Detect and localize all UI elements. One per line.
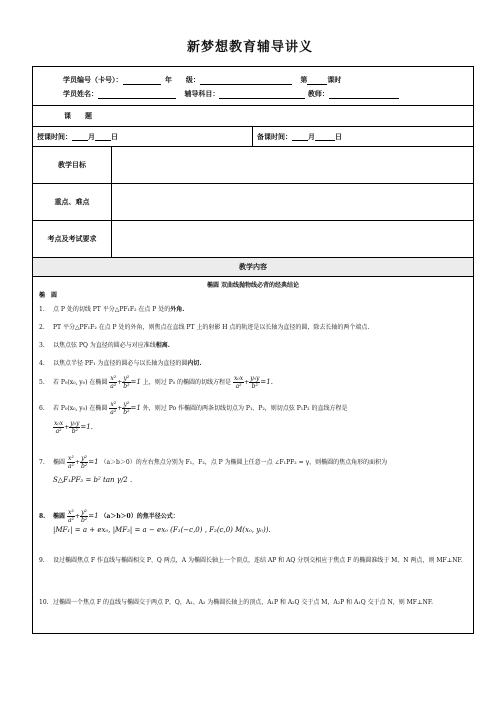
fraction: $\frac{\text{y²}}{\text{b²}}$ bbox=[123, 375, 130, 390]
item-text: 上，则过 P₀ 的椭圆的切线方程是 bbox=[142, 379, 232, 386]
item-text: PT 平分△PF₁F₂ 在点 P 处的外角，则焦点在直线 PT 上的射影 H 点的轨迹是以长轴为直径的圆，除去长轴的两个端点. bbox=[53, 324, 370, 331]
fraction: $\frac{\text{y₀y}}{\text{b²}}$ bbox=[70, 420, 80, 435]
fraction: $\frac{\text{x²}}{\text{a²}}$ bbox=[110, 375, 117, 390]
topic-row bbox=[33, 106, 473, 127]
item-text: 若 P₀(x₀, y₀) 在椭圆 bbox=[53, 379, 108, 386]
exam-requirements-label: 考点及考试要求 bbox=[33, 221, 112, 257]
item-number: 2. bbox=[39, 324, 45, 331]
list-item: 7. 椭圆 $\frac{\text{x²}}{\text{a²}}$ + $\frac{\text{y²}}{\text{b²}}$ =1 （a＞b＞0）的左右焦点分别为 F₁，F₂，点 P 为椭圆上任意一点 ∠F₁PF₂ = γ，则椭圆的焦点角形的面积为 S△F₁PF₂ = b² tan γ/2 . bbox=[39, 455, 467, 485]
student-id-field[interactable] bbox=[123, 76, 161, 85]
list-item: 5. 若 P₀(x₀, y₀) 在椭圆 $\frac{\text{x²}}{\text{a²}}$ + $\frac{\text{y²}}{\text{b²}}$ =1 上，则过 P₀ 的椭圆的切线方程是 $\frac{\text{x₀x}}{\text{a²}}$ + $\frac{\text{y₀y}}{\text{b²}}$ =1. bbox=[39, 375, 273, 390]
key-points-row bbox=[33, 184, 473, 221]
list-item bbox=[39, 323, 467, 332]
grade-field[interactable] bbox=[200, 76, 292, 85]
item-number: 10. bbox=[39, 599, 49, 606]
teach-day-unit: 日 bbox=[111, 132, 118, 141]
prep-day-unit: 日 bbox=[335, 132, 342, 141]
subject-label: 辅导科目： bbox=[184, 90, 220, 98]
teach-month-unit: 月 bbox=[88, 132, 95, 141]
prep-time-label: 备课时间： bbox=[257, 132, 292, 141]
item-text: 若 P₀(x₀, y₀) 在椭圆 bbox=[53, 405, 108, 412]
item-bold: 外角. bbox=[170, 306, 185, 313]
item-number: 8. bbox=[39, 513, 46, 520]
teach-time bbox=[37, 127, 118, 146]
prep-month-unit: 月 bbox=[308, 132, 315, 141]
item-bold: 相离. bbox=[155, 342, 170, 349]
student-id-label: 学员编号（卡号）： bbox=[63, 76, 123, 84]
item-text: 以焦点弦 PQ 为直径的圆必与对应准线 bbox=[53, 342, 156, 349]
list-item bbox=[39, 595, 467, 611]
teacher-label: 教师： bbox=[307, 90, 329, 98]
teaching-goal-label: 教学目标 bbox=[33, 147, 112, 183]
teach-month-field[interactable] bbox=[72, 132, 88, 141]
item-number: 1. bbox=[39, 306, 45, 313]
list-item bbox=[39, 305, 467, 314]
fraction: $\frac{\text{x²}}{\text{a²}}$ bbox=[110, 401, 117, 416]
list-item: 6. 若 P₀(x₀, y₀) 在椭圆 $\frac{\text{x²}}{\text{a²}}$ + $\frac{\text{y²}}{\text{b²}}$ =1 外，则过 Po 作椭圆的两条切线切点为 P₁、P₂，则切点弦 P₁P₂ 的直线方程是 $\frac{\text{x₀x}}{\text{a²}}$ + $\frac{\text{y₀y}}{\text{b²}}$ =1. bbox=[39, 401, 467, 435]
student-info-row bbox=[33, 67, 473, 106]
content-body bbox=[33, 277, 473, 633]
fraction: $\frac{\text{x²}}{\text{a²}}$ bbox=[67, 455, 74, 470]
item-bold: 内切. bbox=[187, 360, 202, 367]
area-formula: S△F₁PF₂ = b² tan γ/2 . bbox=[53, 476, 133, 484]
item-number: 5. bbox=[39, 379, 45, 386]
item-number: 3. bbox=[39, 342, 45, 349]
student-name-label: 学员姓名： bbox=[63, 90, 98, 98]
item-text: 椭圆 bbox=[53, 513, 66, 520]
item-text: 过椭圆一个焦点 F 的直线与椭圆交于两点 P、Q，A₁、A₂ 为椭圆长轴上的顶点，A₁P 和 A₂Q 交于点 M，A₂P 和 A₁Q 交于点 N，则 MF⊥NF. bbox=[53, 599, 433, 606]
item-number: 7. bbox=[39, 459, 45, 466]
teach-time-label: 授课时间： bbox=[37, 132, 72, 141]
key-points-label: 重点、难点 bbox=[33, 184, 112, 220]
fraction: $\frac{\text{y²}}{\text{b²}}$ bbox=[123, 401, 130, 416]
fraction: $\frac{\text{x₀x}}{\text{a²}}$ bbox=[54, 420, 64, 435]
time-divider bbox=[252, 127, 253, 146]
item-text: 以焦点半径 PF₁ 为直径的圆必与以长轴为直径的圆 bbox=[53, 360, 188, 367]
prep-time bbox=[257, 127, 342, 146]
item-text: 外，则过 Po 作椭圆的两条切线切点为 P₁、P₂，则切点弦 P₁P₂ 的直线方程是 bbox=[142, 405, 348, 412]
lesson-number-field[interactable] bbox=[307, 76, 327, 85]
teach-day-field[interactable] bbox=[95, 132, 111, 141]
item-number: 9. bbox=[39, 557, 45, 564]
item-number: 6. bbox=[39, 405, 45, 412]
topic-label: 课 题 bbox=[64, 112, 92, 120]
list-item bbox=[39, 359, 467, 368]
grade-label: 年 级： bbox=[164, 76, 200, 84]
fraction: $\frac{\text{x₀x}}{\text{a²}}$ bbox=[233, 375, 244, 390]
fraction: $\frac{\text{x²}}{\text{a²}}$ bbox=[67, 509, 74, 524]
lesson-prefix: 第 bbox=[300, 76, 308, 84]
content-subtitle: 椭圆 双曲线抛物线必背的经典结论 bbox=[206, 282, 300, 289]
item-text: （a＞b＞0）的左右焦点分别为 F₁，F₂，点 P 为椭圆上任意一点 ∠F₁PF₂ = γ，则椭圆的焦点角形的面积为 bbox=[100, 459, 388, 466]
teacher-field[interactable] bbox=[329, 90, 399, 99]
list-item bbox=[39, 341, 467, 350]
item-text: 点 P 处的切线 PT 平分△PF₁F₂ 在点 P 处的 bbox=[53, 306, 171, 313]
fraction: $\frac{\text{y²}}{\text{b²}}$ bbox=[80, 509, 88, 524]
section-heading: 椭 圆 bbox=[39, 292, 58, 299]
fraction: $\frac{\text{y₀y}}{\text{b²}}$ bbox=[250, 375, 260, 390]
student-name-field[interactable] bbox=[98, 90, 176, 99]
subject-field[interactable] bbox=[219, 90, 305, 99]
item-text: （a＞b＞0）的焦半径公式： bbox=[100, 513, 179, 520]
prep-day-field[interactable] bbox=[315, 132, 335, 141]
item-text: 椭圆 bbox=[53, 459, 66, 466]
lesson-suffix: 课时 bbox=[327, 76, 342, 84]
content-header: 教学内容 bbox=[33, 258, 473, 277]
fraction: $\frac{\text{y²}}{\text{b²}}$ bbox=[80, 455, 88, 470]
item-number: 4. bbox=[39, 360, 45, 367]
page-title: 新梦想教育辅导讲义 bbox=[186, 40, 313, 55]
focal-radius-formula: |MF₁| = a + ex₀, |MF₂| = a − ex₀ (F₁(−c,0) , F₂(c,0) M(x₀, y₀)). bbox=[53, 526, 271, 534]
list-item bbox=[39, 553, 467, 569]
exam-requirements-row bbox=[33, 221, 473, 258]
time-row bbox=[33, 127, 473, 147]
item-text: 设过椭圆焦点 F 作直线与椭圆相交 P、Q 两点，A 为椭圆长轴上一个顶点，连结 AP 和 AQ 分别交相应于焦点 F 的椭圆准线于 M、N 两点，则 MF⊥NF. bbox=[53, 557, 463, 564]
lesson-sheet bbox=[32, 66, 474, 634]
prep-month-field[interactable] bbox=[292, 132, 308, 141]
teaching-goal-row bbox=[33, 147, 473, 184]
list-item: 8. 椭圆 $\frac{\text{x²}}{\text{a²}}$ + $\frac{\text{y²}}{\text{b²}}$ =1 （a＞b＞0）的焦半径公式： |MF₁| = a + ex₀, |MF₂| = a − ex₀ (F₁(−c,0) , F₂(c,0) M(x₀, y₀)). bbox=[39, 509, 467, 535]
chord-equation: $\frac{\text{x₀x}}{\text{a²}}$ + $\frac{\text{y₀y}}{\text{b²}}$ =1. bbox=[54, 420, 93, 435]
